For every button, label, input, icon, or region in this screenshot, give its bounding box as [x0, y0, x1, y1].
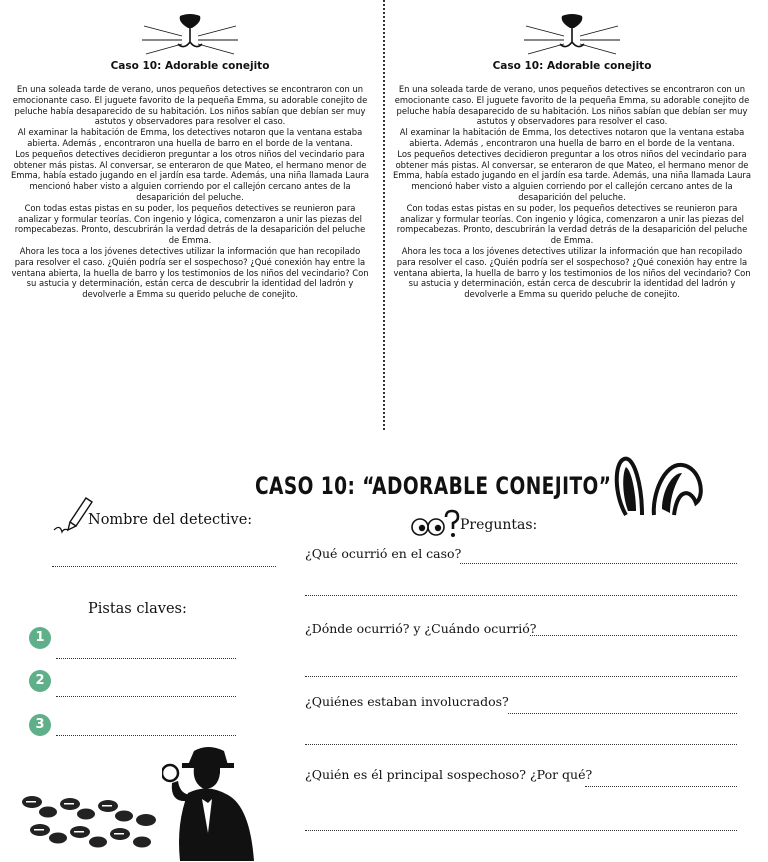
clues-label: Pistas claves: — [88, 601, 187, 617]
clue-field-2[interactable] — [56, 696, 236, 697]
questions-label: Preguntas: — [460, 517, 538, 533]
worksheet-title: CASO 10: “ADORABLE CONEJITO” — [255, 472, 612, 500]
answer-field-4a[interactable] — [585, 786, 737, 787]
story-paragraph: Los pequeños detectives decidieron preguntar a los otros niños del vecindario para obtener más pistas. Al conversar, se enteraron de que Mateo, el hermano menor de Emma, había estado jugando en el jardín esa tarde. Además, una niña llamada Laura mencionó haber visto a alguien corriendo por el callejón cercano antes de la desaparición del peluche. — [11, 148, 369, 202]
clue-field-1[interactable] — [56, 658, 236, 659]
answer-field-2a[interactable] — [530, 635, 737, 636]
eyes-question-icon — [410, 509, 460, 539]
question-4: ¿Quién es él principal sospechoso? ¿Por qué? — [305, 767, 593, 782]
story-card-right — [392, 0, 752, 300]
story-paragraph: En una soleada tarde de verano, unos pequeños detectives se encontraron con un emocionante caso. El juguete favorito de la pequeña Emma, su adorable conejito de peluche había desaparecido de su habitación. Los niños sabían que debían ser muy astutos y observadores para resolver el caso. — [12, 84, 368, 127]
cat-whiskers-icon — [522, 12, 622, 58]
question-3: ¿Quiénes estaban involucrados? — [305, 694, 509, 709]
question-2: ¿Dónde ocurrió? y ¿Cuándo ocurrió? — [305, 621, 537, 636]
bunny-ears-icon — [612, 455, 708, 517]
story-paragraph: Con todas estas pistas en su poder, los pequeños detectives se reunieron para analizar y formular teorías. Con ingenio y lógica, comenzaron a unir las piezas del rompecabezas. Pronto, descubrirán la verdad detrás de la desaparición del peluche de Emma. — [396, 202, 748, 246]
cut-line-divider — [383, 0, 385, 430]
clue-number-badge: 2 — [29, 670, 51, 692]
story-text — [392, 84, 752, 300]
story-paragraph: Al examinar la habitación de Emma, los detectives notaron que la ventana estaba abierta. Además , encontraron una huella de barro en el borde de la ventana. — [17, 127, 363, 148]
detective-name-label: Nombre del detective: — [88, 512, 253, 528]
answer-field-1b[interactable] — [305, 595, 737, 596]
case-title: Caso 10: Adorable conejito — [492, 60, 652, 72]
story-paragraph: En una soleada tarde de verano, unos pequeños detectives se encontraron con un emocionante caso. El juguete favorito de la pequeña Emma, su adorable conejito de peluche había desaparecido de su habitación. Los niños sabían que debían ser muy astutos y observadores para resolver el caso. — [394, 84, 750, 127]
story-paragraph: Ahora les toca a los jóvenes detectives utilizar la información que han recopilado para resolver el caso. ¿Quién podría ser el sospechoso? ¿Qué conexión hay entre la ventana abierta, la huella de barro y los testimonios de los niños del vecindario? Con su astucia y determinación, están cerca de descubrir la identidad del ladrón y devolverle a Emma su querido peluche de conejito. — [11, 245, 369, 300]
answer-field-2b[interactable] — [305, 676, 737, 677]
story-card-left — [10, 0, 370, 300]
story-paragraph: Al examinar la habitación de Emma, los detectives notaron que la ventana estaba abierta. Además , encontraron una huella de barro en el borde de la ventana. — [399, 127, 745, 148]
clue-field-3[interactable] — [56, 735, 236, 736]
footprints-icon — [18, 790, 160, 852]
question-1: ¿Qué ocurrió en el caso? — [305, 546, 462, 561]
case-title: Caso 10: Adorable conejito — [110, 60, 270, 72]
story-paragraph: Ahora les toca a los jóvenes detectives utilizar la información que han recopilado para resolver el caso. ¿Quién podría ser el sospechoso? ¿Qué conexión hay entre la ventana abierta, la huella de barro y los testimonios de los niños del vecindario? Con su astucia y determinación, están cerca de descubrir la identidad del ladrón y devolverle a Emma su querido peluche de conejito. — [393, 245, 751, 300]
answer-field-1a[interactable] — [460, 563, 737, 564]
answer-field-4b[interactable] — [305, 830, 737, 831]
detective-name-field[interactable] — [52, 566, 276, 567]
answer-field-3a[interactable] — [508, 713, 737, 714]
story-text — [10, 84, 370, 300]
detective-silhouette-icon — [162, 743, 258, 861]
story-paragraph: Con todas estas pistas en su poder, los pequeños detectives se reunieron para analizar y formular teorías. Con ingenio y lógica, comenzaron a unir las piezas del rompecabezas. Pronto, descubrirán la verdad detrás de la desaparición del peluche de Emma. — [14, 202, 366, 246]
cat-whiskers-icon — [140, 12, 240, 58]
clue-number-badge: 3 — [29, 714, 51, 736]
story-paragraph: Los pequeños detectives decidieron preguntar a los otros niños del vecindario para obtener más pistas. Al conversar, se enteraron de que Mateo, el hermano menor de Emma, había estado jugando en el jardín esa tarde. Además, una niña llamada Laura mencionó haber visto a alguien corriendo por el callejón cercano antes de la desaparición del peluche. — [393, 148, 751, 202]
answer-field-3b[interactable] — [305, 744, 737, 745]
clue-number-badge: 1 — [29, 627, 51, 649]
